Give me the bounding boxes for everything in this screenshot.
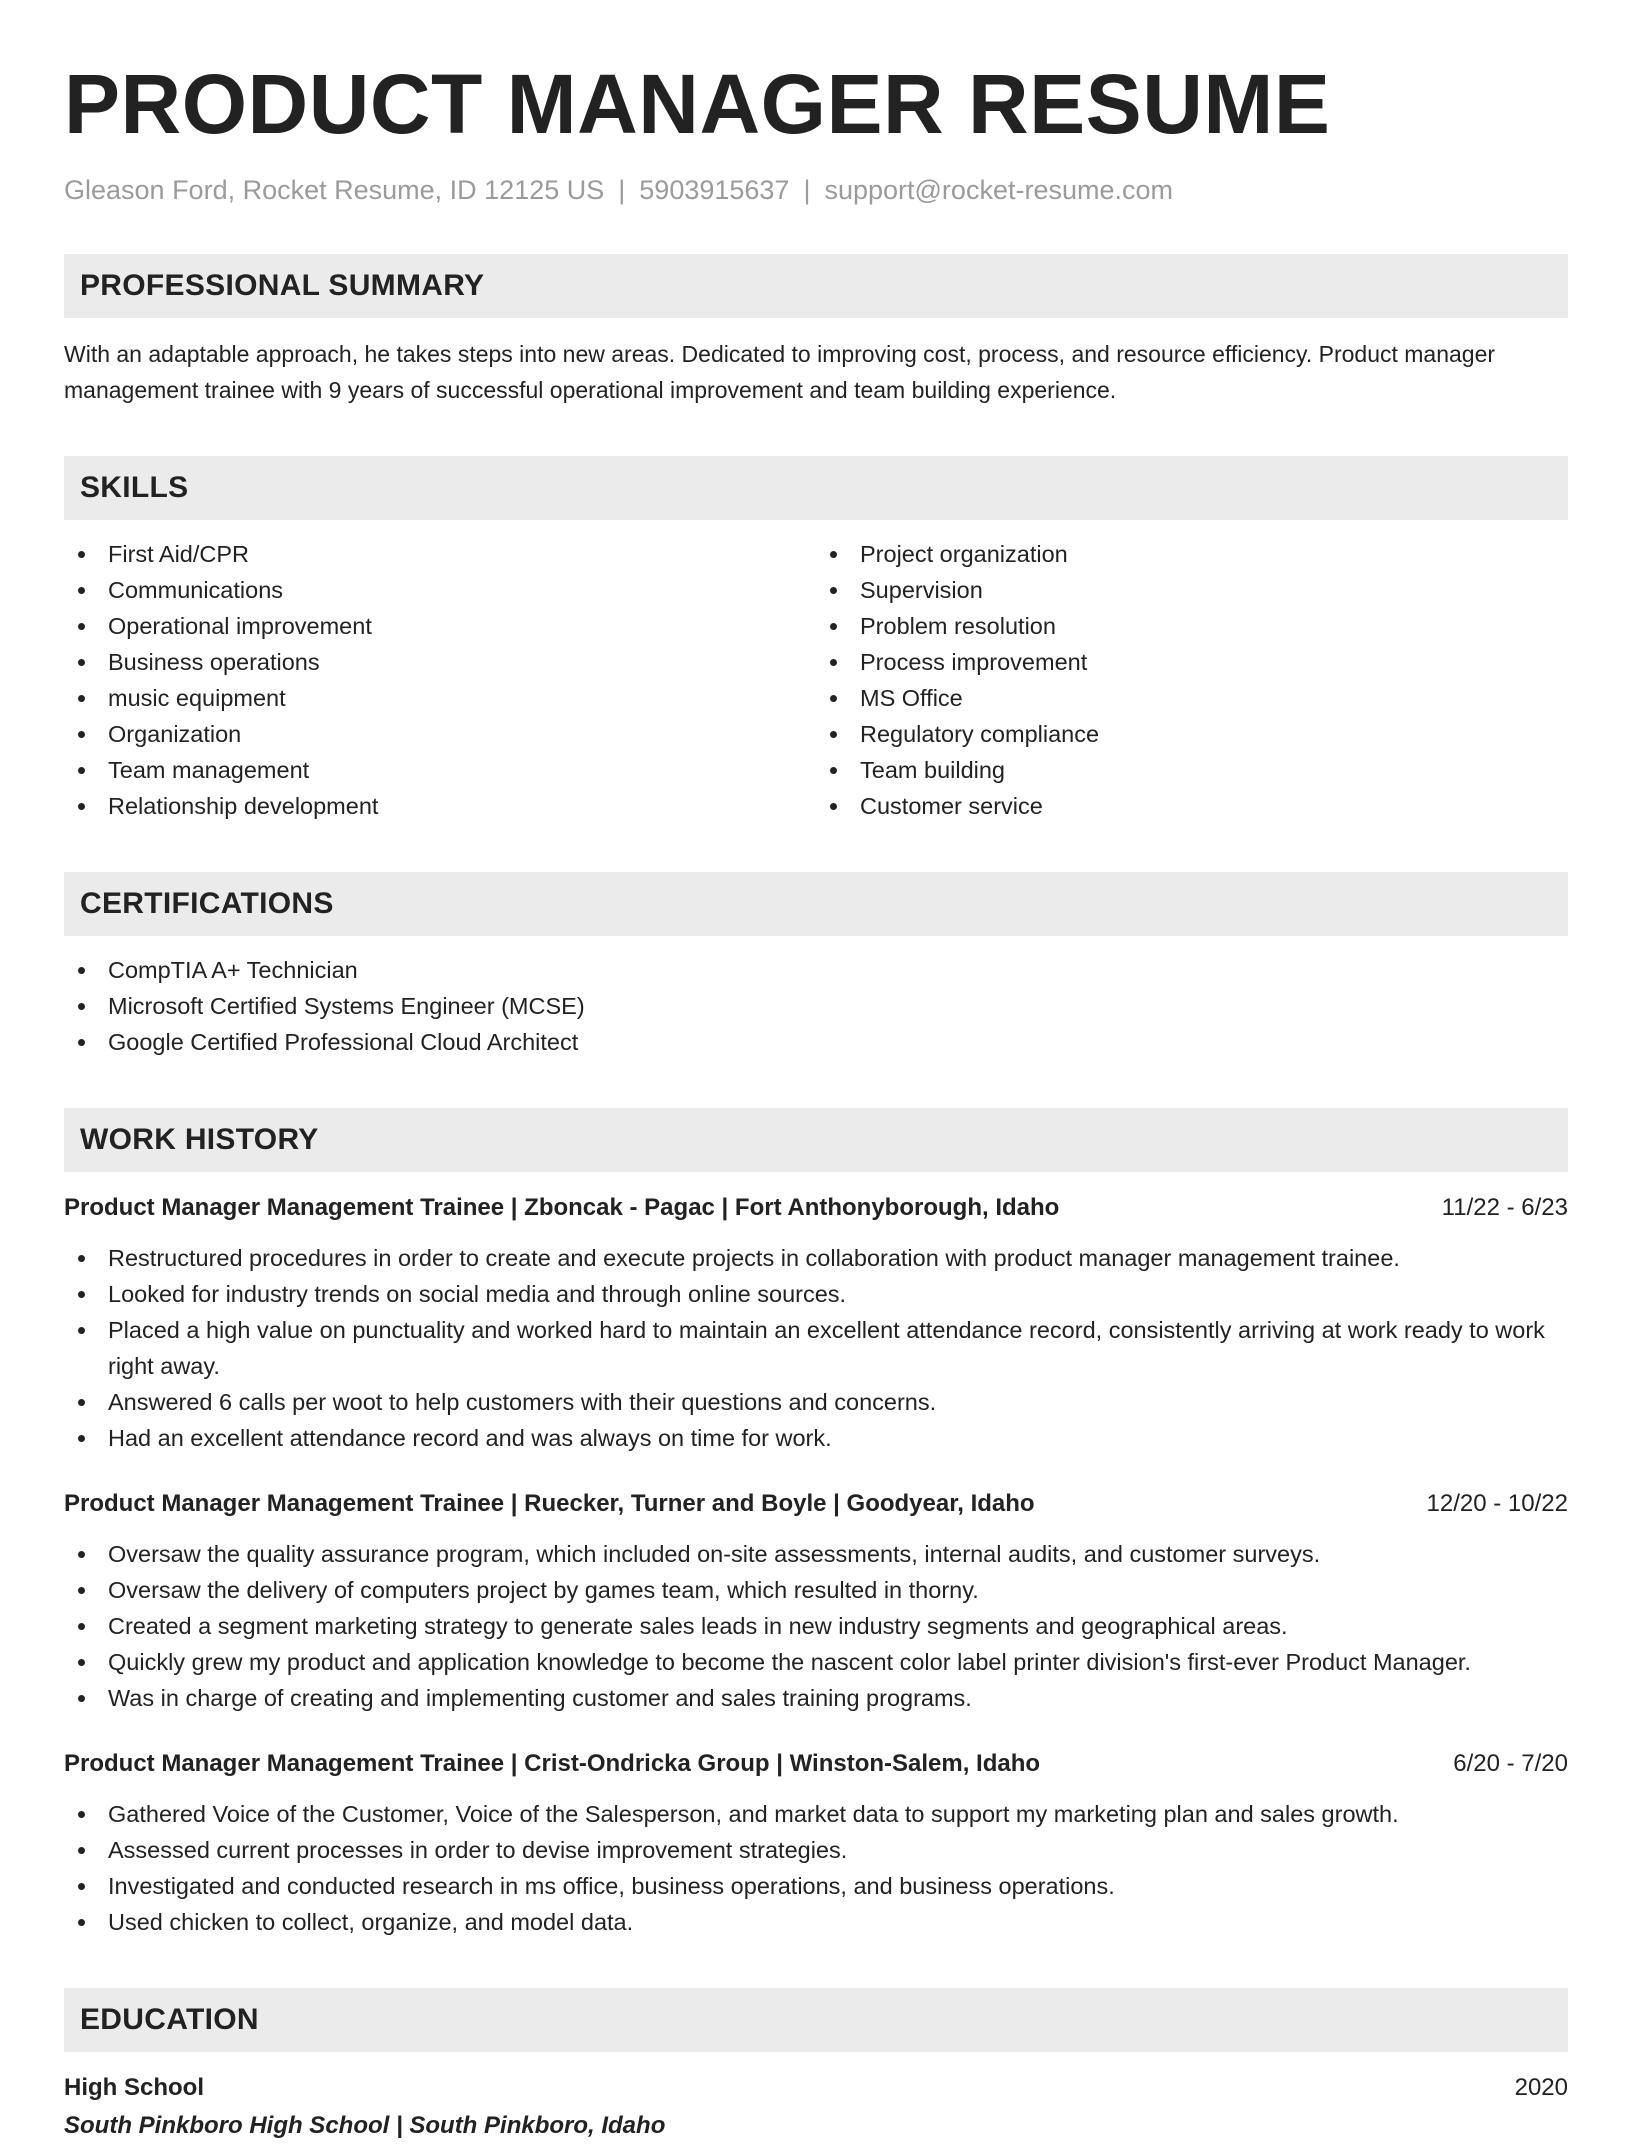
job-bullet: Oversaw the delivery of computers project by games team, which resulted in thorny.	[64, 1572, 1568, 1608]
job-bullet: Oversaw the quality assurance program, which included on-site assessments, internal audits, and customer surveys.	[64, 1536, 1568, 1572]
job-bullet: Was in charge of creating and implementing customer and sales training programs.	[64, 1680, 1568, 1716]
job-bullet: Created a segment marketing strategy to generate sales leads in new industry segments and geographical areas.	[64, 1608, 1568, 1644]
education-degree: High School	[64, 2074, 204, 2102]
summary-text: With an adaptable approach, he takes steps into new areas. Dedicated to improving cost, process, and resource efficiency. Product manager management trainee with 9 years of successful operational improvement and team building experience.	[64, 341, 1496, 404]
job-heading: Product Manager Management Trainee | Crist-Ondricka Group | Winston-Salem, Idaho	[64, 1750, 1041, 1778]
section-header-skills	[64, 456, 1568, 520]
job-dates: 6/20 - 7/20	[1453, 1750, 1568, 1778]
contact-address: Gleason Ford, Rocket Resume, ID 12125 US	[64, 175, 605, 205]
job-header	[64, 1746, 1568, 1782]
skill-item: Team building	[816, 752, 1568, 788]
page-title: PRODUCT MANAGER RESUME	[64, 57, 1331, 151]
section-header-certifications	[64, 872, 1568, 936]
job-header	[64, 1486, 1568, 1522]
section-header-education	[64, 1988, 1568, 2052]
contact-line	[64, 174, 1568, 206]
job-entry	[64, 1190, 1568, 1456]
education-school: South Pinkboro High School | South Pinkboro, Idaho	[64, 2112, 666, 2140]
contact-phone: 5903915637	[639, 175, 790, 205]
skills-list-left	[64, 536, 816, 824]
job-header	[64, 1190, 1568, 1226]
skill-item: music equipment	[64, 680, 816, 716]
section-title: SKILLS	[80, 471, 189, 505]
section-title: EDUCATION	[80, 2003, 259, 2037]
section-title: PROFESSIONAL SUMMARY	[80, 269, 485, 303]
skill-item: First Aid/CPR	[64, 536, 816, 572]
certification-item: CompTIA A+ Technician	[64, 952, 1568, 988]
contact-separator: |	[618, 175, 626, 205]
job-entry	[64, 1746, 1568, 1940]
job-bullets	[64, 1536, 1568, 1716]
education-header	[64, 2070, 1568, 2106]
job-heading: Product Manager Management Trainee | Zboncak - Pagac | Fort Anthonyborough, Idaho	[64, 1194, 1060, 1222]
skill-item: Communications	[64, 572, 816, 608]
job-dates: 12/20 - 10/22	[1426, 1490, 1568, 1518]
skill-item: Customer service	[816, 788, 1568, 824]
job-bullet: Gathered Voice of the Customer, Voice of the Salesperson, and market data to support my marketing plan and sales growth.	[64, 1796, 1568, 1832]
skill-item: Process improvement	[816, 644, 1568, 680]
certification-item: Microsoft Certified Systems Engineer (MCSE)	[64, 988, 1568, 1024]
education-entry	[64, 2070, 1568, 2144]
education-year: 2020	[1514, 2074, 1568, 2102]
certifications-list	[64, 952, 1568, 1060]
skill-item: Supervision	[816, 572, 1568, 608]
certification-item: Google Certified Professional Cloud Architect	[64, 1024, 1568, 1060]
job-bullet: Answered 6 calls per woot to help customers with their questions and concerns.	[64, 1384, 1568, 1420]
job-bullet: Had an excellent attendance record and was always on time for work.	[64, 1420, 1568, 1456]
contact-email: support@rocket-resume.com	[824, 175, 1173, 205]
job-bullets	[64, 1240, 1568, 1456]
job-bullet: Looked for industry trends on social media and through online sources.	[64, 1276, 1568, 1312]
job-bullet: Restructured procedures in order to create and execute projects in collaboration with product manager management trainee.	[64, 1240, 1568, 1276]
job-bullet: Used chicken to collect, organize, and model data.	[64, 1904, 1568, 1940]
job-bullet: Assessed current processes in order to devise improvement strategies.	[64, 1832, 1568, 1868]
job-bullet: Quickly grew my product and application knowledge to become the nascent color label printer division's first-ever Product Manager.	[64, 1644, 1568, 1680]
job-bullet: Placed a high value on punctuality and worked hard to maintain an excellent attendance record, consistently arriving at work ready to work right away.	[64, 1312, 1568, 1384]
section-header-summary	[64, 254, 1568, 318]
skill-item: Operational improvement	[64, 608, 816, 644]
skills-column-right	[816, 536, 1568, 824]
skills-grid	[64, 536, 1568, 824]
skill-item: Regulatory compliance	[816, 716, 1568, 752]
job-entry	[64, 1486, 1568, 1716]
section-title: WORK HISTORY	[80, 1123, 319, 1157]
job-heading: Product Manager Management Trainee | Ruecker, Turner and Boyle | Goodyear, Idaho	[64, 1490, 1035, 1518]
job-bullets	[64, 1796, 1568, 1940]
skill-item: Business operations	[64, 644, 816, 680]
skill-item: Organization	[64, 716, 816, 752]
skill-item: MS Office	[816, 680, 1568, 716]
skill-item: Project organization	[816, 536, 1568, 572]
job-dates: 11/22 - 6/23	[1441, 1194, 1568, 1222]
skill-item: Relationship development	[64, 788, 816, 824]
skill-item: Problem resolution	[816, 608, 1568, 644]
job-bullet: Investigated and conducted research in ms office, business operations, and business operations.	[64, 1868, 1568, 1904]
skill-item: Team management	[64, 752, 816, 788]
section-title: CERTIFICATIONS	[80, 887, 334, 921]
contact-separator: |	[803, 175, 811, 205]
skills-column-left	[64, 536, 816, 824]
section-header-work-history	[64, 1108, 1568, 1172]
skills-list-right	[816, 536, 1568, 824]
